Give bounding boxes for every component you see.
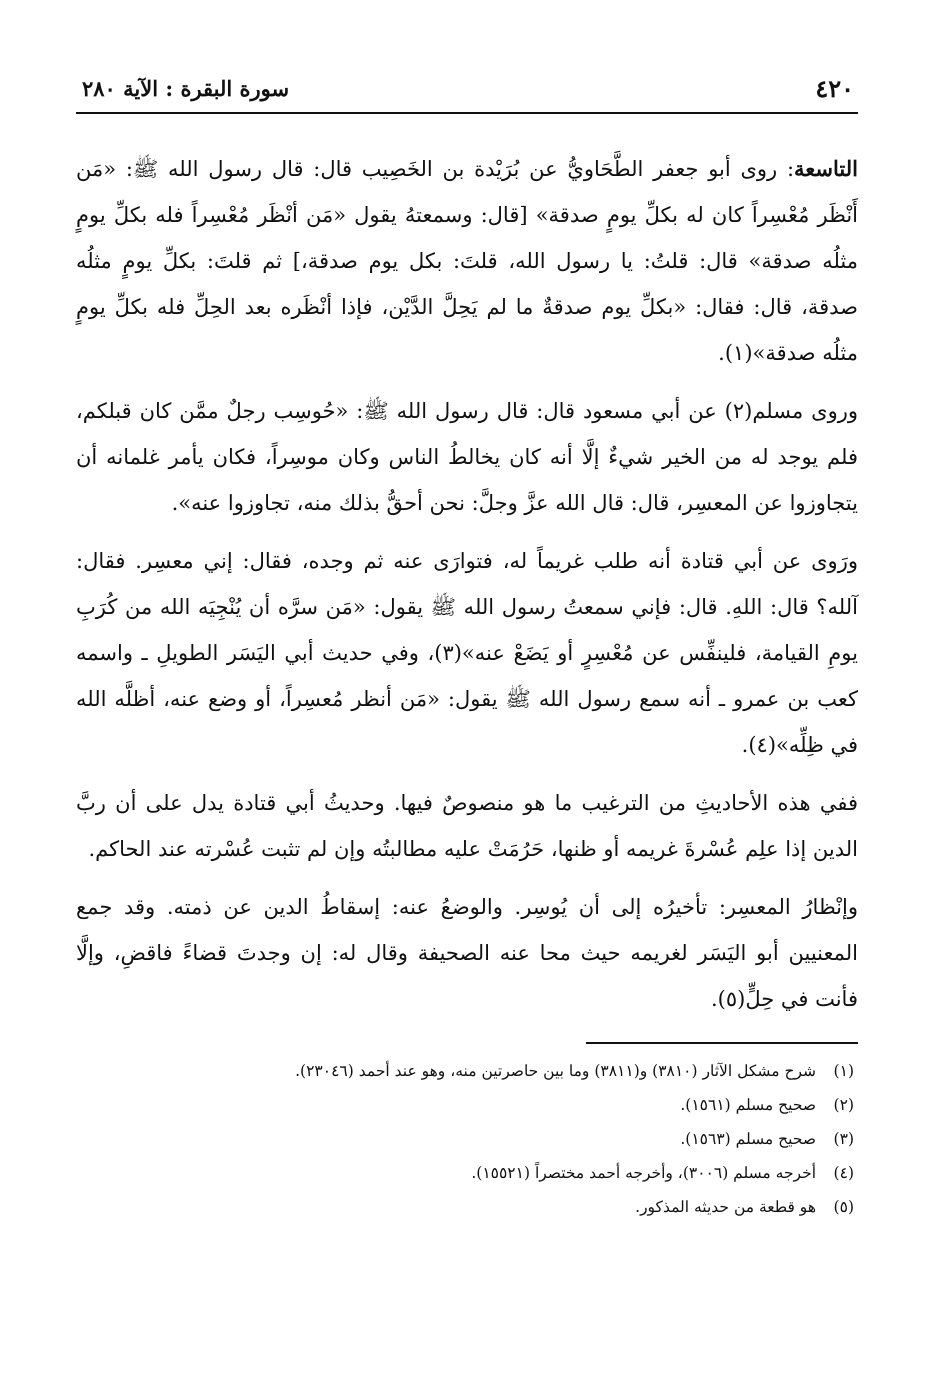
running-head-title: سورة البقرة : الآية ٢٨٠ xyxy=(82,76,290,101)
footnote xyxy=(76,1122,854,1156)
footnote-text: شرح مشكل الآثار (٣٨١٠) و(٣٨١١) وما بين حاصرتين منه، وهو عند أحمد (٢٣٠٤٦). xyxy=(295,1062,816,1080)
footnote-text: هو قطعة من حديثه المذكور. xyxy=(635,1198,816,1216)
footnote xyxy=(76,1190,854,1224)
footnote-number: (٥) xyxy=(833,1198,854,1216)
paragraph xyxy=(76,884,858,1022)
paragraph xyxy=(76,780,858,872)
footnote-number: (٣) xyxy=(833,1130,854,1148)
book-page xyxy=(76,68,858,1318)
footnote-number: (٤) xyxy=(833,1164,854,1182)
paragraph-text: وروى مسلم(٢) عن أبي مسعود قال: قال رسول الله ﷺ: «حُوسِب رجلٌ ممَّن كان قبلكم، فلم يوجد له من الخير شيءٌ إلَّا أنه كان يخالطُ الناس وكان موسِراً، فكان يأمر غلمانه أن يتجاوزوا عن المعسِر، قال: قال الله عزَّ وجلَّ: نحن أحقُّ بذلك منه، تجاوزوا عنه». xyxy=(76,399,859,515)
footnotes xyxy=(76,1054,854,1224)
paragraph xyxy=(76,388,858,526)
paragraph-text: ففي هذه الأحاديثِ من الترغيب ما هو منصوصٌ فيها. وحديثُ أبي قتادة يدل على أن ربَّ الدين إذا علِم عُسْرةَ غريمه أو ظنها، حَرُمَتْ عليه مطالبتُه وإن لم تثبت عُسْرته عند الحاكم. xyxy=(76,791,858,861)
footnote-text: أخرجه مسلم (٣٠٠٦)، وأخرجه أحمد مختصراً (١٥٥٢١). xyxy=(471,1164,816,1182)
paragraph-text: وإنْظارُ المعسِر: تأخيرُه إلى أن يُوسِر. والوضعُ عنه: إسقاطُ الدين عن ذمته. وقد جمع المعنيين أبو اليَسَر لغريمه حيث محا عنه الصحيفة وقال له: إن وجدتَ قضاءً فاقضِ، وإلَّا فأنت في حِلٍّ(٥). xyxy=(76,895,858,1011)
paragraph-text: : روى أبو جعفر الطَّحَاويُّ عن بُرَيْدة بن الخَصِيب قال: قال رسول الله ﷺ: «مَن أَنْظَر مُعْسِراً كان له بكلِّ يومٍ صدقة» [قال: وسمعتهُ يقول «مَن أنْظَر مُعْسِراً فله بكلِّ يومٍ مثلُه صدقة» قال: قلتُ: يا رسول الله، قلتَ: بكل يوم صدقة،] ثم قلتَ: بكلِّ يومٍ مثلُه صدقة، قال: فقال: «بكلِّ يوم صدقةٌ ما لم يَحِلَّ الدَّيْن، فإذا أنْظَره بعد الحِلِّ فله بكلِّ يومٍ مثلُه صدقة»(١). xyxy=(76,157,858,365)
footnote xyxy=(76,1156,854,1190)
footnote xyxy=(76,1054,854,1088)
footnote-separator xyxy=(586,1042,858,1044)
body-text xyxy=(76,146,858,1022)
footnote-text: صحيح مسلم (١٥٦٣). xyxy=(680,1130,816,1148)
paragraph-text: ورَوى عن أبي قتادة أنه طلب غريماً له، فتوارَى عنه ثم وجده، فقال: إني معسِر. فقال: آلله؟ قال: اللهِ. قال: فإني سمعتُ رسول الله ﷺ يقول: «مَن سرَّه أن يُنْجِيَه الله من كُرَبِ يومِ القيامة، فلينفِّس عن مُعْسِرٍ أو يَضَعْ عنه»(٣)، وفي حديث أبي اليَسَر الطويلِ ـ واسمه كعب بن عمرو ـ أنه سمع رسول الله ﷺ يقول: «مَن أنظر مُعسِراً، أو وضع عنه، أظلَّه الله في ظِلِّه»(٤). xyxy=(76,549,858,757)
paragraph-lead-word: التاسعة xyxy=(794,156,858,181)
page-number: ٤٢٠ xyxy=(815,74,854,103)
footnote xyxy=(76,1088,854,1122)
footnote-number: (١) xyxy=(833,1062,854,1080)
running-head xyxy=(76,68,858,114)
paragraph xyxy=(76,538,858,768)
footnote-text: صحيح مسلم (١٥٦١). xyxy=(680,1096,816,1114)
footnote-number: (٢) xyxy=(833,1096,854,1114)
paragraph xyxy=(76,146,858,376)
